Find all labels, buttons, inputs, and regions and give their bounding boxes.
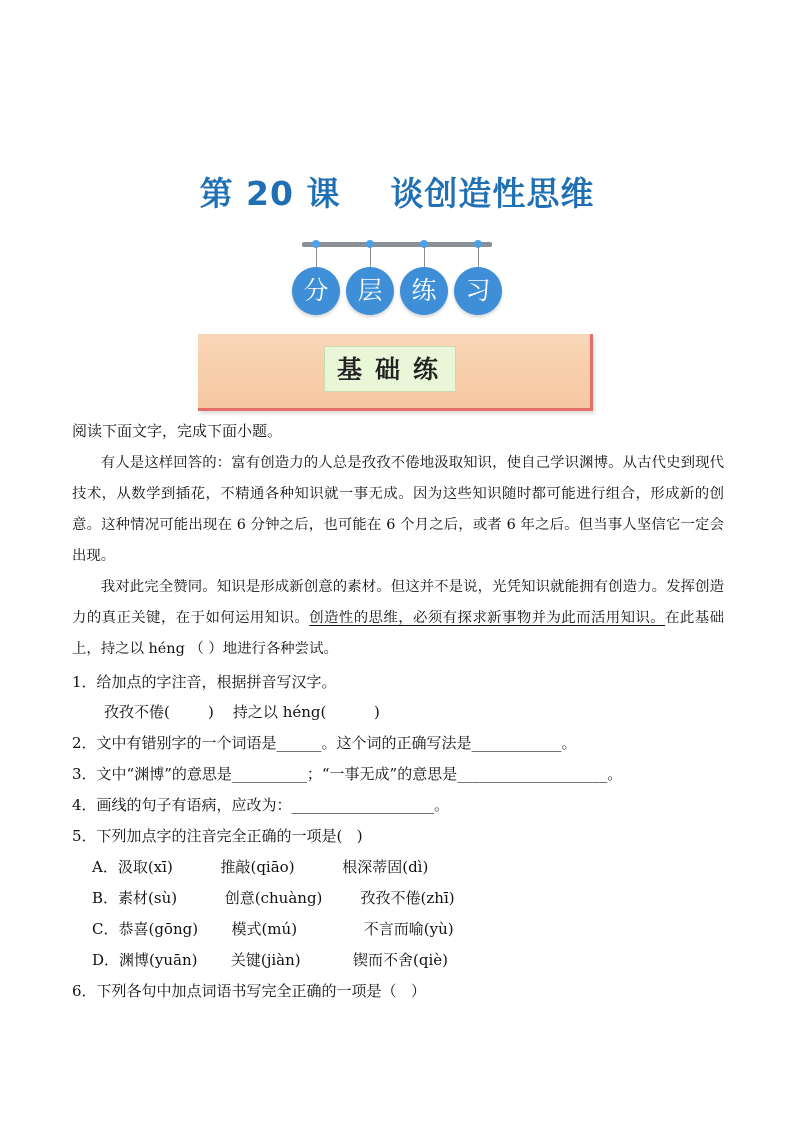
badge-char-2: 层 [346, 267, 394, 315]
question-5-option-c: C．恭喜(gōng) 模式(mú) 不言而喻(yù) [92, 920, 454, 938]
reading-instruction: 阅读下面文字，完成下面小题。 [72, 422, 283, 440]
badge-hanger-rod [302, 242, 492, 247]
passage-underlined-sentence: 创造性的思维，必须有探求新事物并为此而活用知识。 [309, 610, 666, 626]
question-4: 4．画线的句子有语病，应改为：___________________。 [72, 796, 450, 814]
question-1-blanks: 孜孜不倦( ) 持之以 héng( ) [104, 703, 380, 721]
section-banner-label: 基础练 [324, 346, 456, 392]
badge-string-3 [424, 247, 425, 269]
badge-string-4 [478, 247, 479, 269]
badge-char-1: 分 [292, 267, 340, 315]
badge-char-4: 习 [454, 267, 502, 315]
passage-p2-tail: 在此基础上，持之以 héng （ ）地进行各种尝试。 [72, 610, 724, 657]
question-2: 2．文中有错别字的一个词语是______。这个词的正确写法是____________。 [72, 734, 577, 752]
passage-paragraph-2 [72, 572, 724, 665]
question-5: 5．下列加点字的注音完全正确的一项是( ) [72, 827, 363, 845]
passage-paragraph-1: 有人是这样回答的：富有创造力的人总是孜孜不倦地汲取知识，使自己学识渊博。从古代史到现代技术，从数学到插花，不精通各种知识就一事无成。因为这些知识随时都可能进行组合，形成新的创意。这种情况可能出现在 6 分钟之后，也可能在 6 个月之后，或者 6 年之后。但当事人坚信它一定会出现。 [72, 455, 724, 564]
passage-p2-text: 我对此完全赞同。知识是形成新创意的素材。但这并不是说，光凭知识就能拥有创造力。发挥创造力的真正关键，在于如何运用知识。 [72, 579, 724, 626]
question-5-option-d: D．渊博(yuān) 关键(jiàn) 锲而不舍(qiè) [92, 951, 449, 969]
question-1: 1．给加点的字注音，根据拼音写汉字。 [72, 673, 337, 691]
lesson-title: 第 20 课 谈创造性思维 [199, 174, 595, 213]
question-5-option-b: B．素材(sù) 创意(chuàng) 孜孜不倦(zhī) [92, 889, 455, 907]
question-6: 6．下列各句中加点词语书写完全正确的一项是（ ） [72, 982, 426, 1000]
badge-string-1 [316, 247, 317, 269]
badge-string-2 [370, 247, 371, 269]
badge-char-3: 练 [400, 267, 448, 315]
question-5-option-a: A．汲取(xī) 推敲(qiāo) 根深蒂固(dì) [92, 858, 429, 876]
question-3: 3．文中“渊博”的意思是__________；“一事无成”的意思是____________________。 [72, 765, 623, 783]
